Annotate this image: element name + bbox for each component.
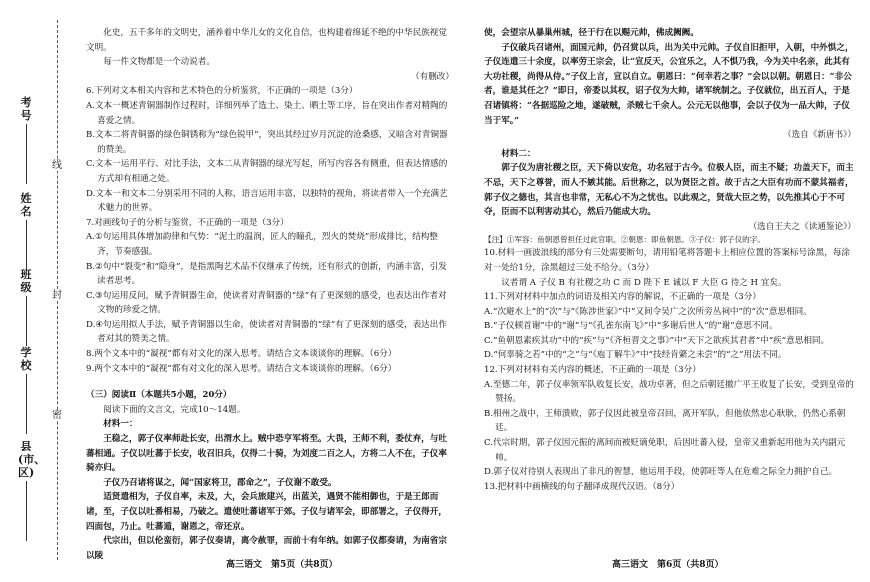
option: D.“何辜骑之若”中的“之”与“《庖丁解牛》”中“技经肯綮之未尝”的“之”用法不同。 bbox=[484, 350, 787, 361]
body-text: 化史，五千多年的文明史，涵养着中华儿女的文化自信，也构建着绵延不绝的中华民族视觉文明。 bbox=[86, 28, 447, 53]
option: A.“次避水上”的“次”与“《陈涉世家》”中“又间令吴广之次所旁丛祠中”的“次”意思相同。 bbox=[484, 306, 812, 317]
page-5 bbox=[86, 26, 454, 563]
option: A.①句运用具体增加韵律和气势：“泥土的温润，匠人的瞳孔，烈火的焚烧”形成排比，结构整齐，节奏感强。 bbox=[86, 232, 438, 257]
option: B.文本二将青铜器的绿色铜锈称为“绿色锐甲”，突出其经过岁月沉淀的沧桑感，又暗含对青铜器的赞美。 bbox=[86, 130, 448, 155]
question-11: 11.下列对材料中加点的词语及相关内容的解说，不正确的一项是（3分） bbox=[484, 292, 761, 303]
field-label: 县(市、区) bbox=[18, 440, 46, 479]
option: D.④句运用拟人手法，赋予青铜器以生命，使读者对青铜器的“绿”有了更深刻的感受，表达出作者对其的赞美之情。 bbox=[86, 319, 447, 345]
field-name[interactable] bbox=[18, 192, 34, 270]
question-12: 12.下列对材料有关内容的概述，不正确的一项是（3分） bbox=[484, 365, 701, 376]
option: B.“子仪顿首谢”中的“谢”与“《孔雀东南飞》”中“多谢后世人”的“谢”意思不同。 bbox=[484, 321, 778, 332]
option: A.至德二年，郭子仪率领军队收复长安，战功卓著，但之后朝廷撤广平王收复了长安，受到皇帝的赞扬。 bbox=[484, 379, 854, 405]
option: C.“鱼朝恩素疾其功”中的“疾”与“《齐桓晋文之事》”中“天下之欲疾其君者”中“疾”意思相同。 bbox=[484, 335, 830, 346]
classical-text: 郭子仪为唐社稷之臣，天下倚以安危，功名冠于古今。位极人臣，而主不疑；功盖天下，而主不忌，天下之尊誉，而人不嫉其能。后世称之，以为贤臣之首。故于古之大臣有功而不蒙其福者，郭子仪之德也，其言也非常，无私心不为之忧也。以此观之，贤哉大臣之势，以先推其心于不可夺，臣而不以利害动其心，然后乃能成大功。 bbox=[484, 163, 854, 218]
section-heading: （三）阅读Ⅱ（本题共5小题，20分） bbox=[86, 390, 232, 401]
question-6: 6.下列对文本相关内容和艺术特色的分析鉴赏，不正确的一项是（3分） bbox=[86, 86, 358, 97]
source-note: （选自王夫之《读通鉴论》） bbox=[748, 221, 856, 232]
option: C.③句运用反问，赋予青铜器生命，使读者对青铜器的“绿”有了更深刻的感受，也表达出作者对文物的珍爱之情。 bbox=[86, 290, 447, 316]
field-exam-number[interactable] bbox=[18, 96, 34, 184]
body-text: 每一件文物都是一个动说者。 bbox=[103, 57, 215, 68]
field-school[interactable] bbox=[18, 346, 34, 434]
source-note: （有删改） bbox=[411, 71, 454, 82]
source-note: （选自《新唐书》） bbox=[782, 130, 856, 141]
field-county[interactable] bbox=[18, 440, 46, 541]
question-8: 8.两个文本中的“凝视”都有对文化的深入思考。请结合文本谈谈你的理解。（6分） bbox=[86, 349, 397, 360]
instruction: 阅读下面的文言文，完成10～14题。 bbox=[103, 404, 246, 415]
classical-text: 子仪破兵召诸州，面国元帅，仍召赏以兵，出为关中元帅。子仪自旧拒甲，入朝，中外惧之，子仪连遣三十余度，以率劳王宗会，让“宣反天，公宜乐之，人不惧乃我，今为关中名亲，此其有大功社稷，尚得从侍。”子仪上言，宣以自立。朝恩曰：“何幸若之事？”会以以朝。朝恩日：“非公者，谁是其任之？”即日，帝委以其权，诏子仪为大帅，诸军统制之。子仪就位，出五百人，于是召诸镇将：“各据巡险之地，遂破贼，杀贼七千余人。公元无以他事，会以子仪为一品大帅，子仪当于军。” bbox=[484, 42, 854, 126]
field-label: 考号 bbox=[20, 96, 32, 122]
option: D.郭子仪对待别人表现出了非凡的智慧，他运用手段，使郭旺等人在危难之际全力拥护自己。 bbox=[484, 467, 838, 478]
option: C.代宗时期，郭子仪因元振的离间而被贬谪免职，后因吐蕃入侵，皇帝又重新起用他为关内副元帅。 bbox=[484, 438, 846, 463]
option: B.相州之战中，王师溃败，郭子仪因此被皇帝召回，离开军队，但他依然忠心耿耿，仍然心系朝廷。 bbox=[484, 408, 846, 434]
option: C.文本一运用平行、对比手法，文本二从青铜器的绿光写起，所写内容各有侧重，但表达情感的方式却有相通之处。 bbox=[86, 159, 448, 184]
field-label: 姓名 bbox=[20, 192, 32, 218]
page-footer-left: 高三语文 第5页（共8页） bbox=[226, 560, 338, 570]
question-13: 13.把材料中画横线的句子翻译成现代汉语。（8分） bbox=[484, 481, 680, 492]
classical-text: 王稳之，郭子仪率师赴长安，出渭水上。贼中恐亨军将至。大畏，王师不利，委仗弃，与吐蕃相通。子仪以吐蕃于长安，收召旧兵，仅得二十骑，为刘度二百之人，方将二人不在，子仪率骑亦归。 bbox=[86, 434, 447, 474]
option: D.文本一和文本二分别采用不同的人称，语言运用丰富，以独特的视角，将读者带入一个充满艺术魅力的世界。 bbox=[86, 188, 448, 214]
option: A.文本一概述青铜器制作过程时，详细列举了选土、染土、晒土等工序，旨在突出作者对精陶的喜爱之情。 bbox=[86, 100, 448, 126]
question-10: 10.材料一画波浪线的部分有三处需要断句，请用铅笔将答题卡上相应位置的答案标号涂黑，每涂对一处给1分，涂黑超过三处不给分。（3分） bbox=[484, 248, 851, 273]
classical-text: 代宗出，但以伦蛮衍，郭子仪奏请，离令赦罪，而前十有年纳。如郭子仪都奏请，为南省宗以陵 bbox=[86, 536, 447, 561]
sentence-break-item: 议者谓 A 子仪 B 有社稷之功 C 而 D 陛下 E 诚以 F 大臣 G 待之 H 宜矣。 bbox=[501, 277, 787, 288]
option: B.②句中“裂变”和“隐身”，是指黑陶艺术品不仅继承了传统，还有形式的创新，内涵丰富，引发读者思考。 bbox=[86, 261, 447, 287]
question-7: 7.对画线句子的分析与鉴赏，不正确的一项是（3分） bbox=[86, 217, 289, 228]
annotation: 【注】①军容：鱼朝恩曾担任过此官职。②朝恩：即鱼朝恩。③子仪：郭子仪的字。 bbox=[484, 235, 765, 245]
binding-strip bbox=[0, 0, 70, 582]
field-class[interactable] bbox=[18, 268, 34, 346]
classical-text: 子仪乃召诸将谋之，闻“国家将卫，郡命之”，子仪谢不敢受。 bbox=[103, 477, 337, 488]
material-label: 材料二： bbox=[501, 148, 536, 159]
page-6 bbox=[484, 26, 856, 494]
classical-text: 使，会望宗从暴巢州城，径于行在以赐元帅，佛成阙阙。 bbox=[484, 28, 699, 38]
seal-mark: 线 bbox=[52, 160, 62, 171]
question-9: 9.两个文本中的“凝视”都有对文化的深入思考。请结合文本谈谈你的理解。（6分） bbox=[86, 363, 397, 374]
material-label: 材料一： bbox=[103, 419, 138, 430]
seal-mark: 密 bbox=[52, 410, 62, 421]
seal-mark: 封 bbox=[52, 290, 62, 301]
field-label: 学校 bbox=[20, 346, 32, 372]
classical-text: 适贤遣相为，子仪自率，未及，大，会兵旅建兴，出蓝关，遇贤不能相御也，于是王郎而诸，至，子仪以吐番相易，乃破之。遣使吐蕃诸军于郊。子仪与诸军会，即部署之，子仪得开，四面包，乃止。吐蕃遁，谢恩之，帝还京。 bbox=[86, 492, 447, 532]
page-footer-right: 高三语文 第6页（共8页） bbox=[612, 560, 724, 570]
field-label: 班级 bbox=[20, 268, 32, 294]
